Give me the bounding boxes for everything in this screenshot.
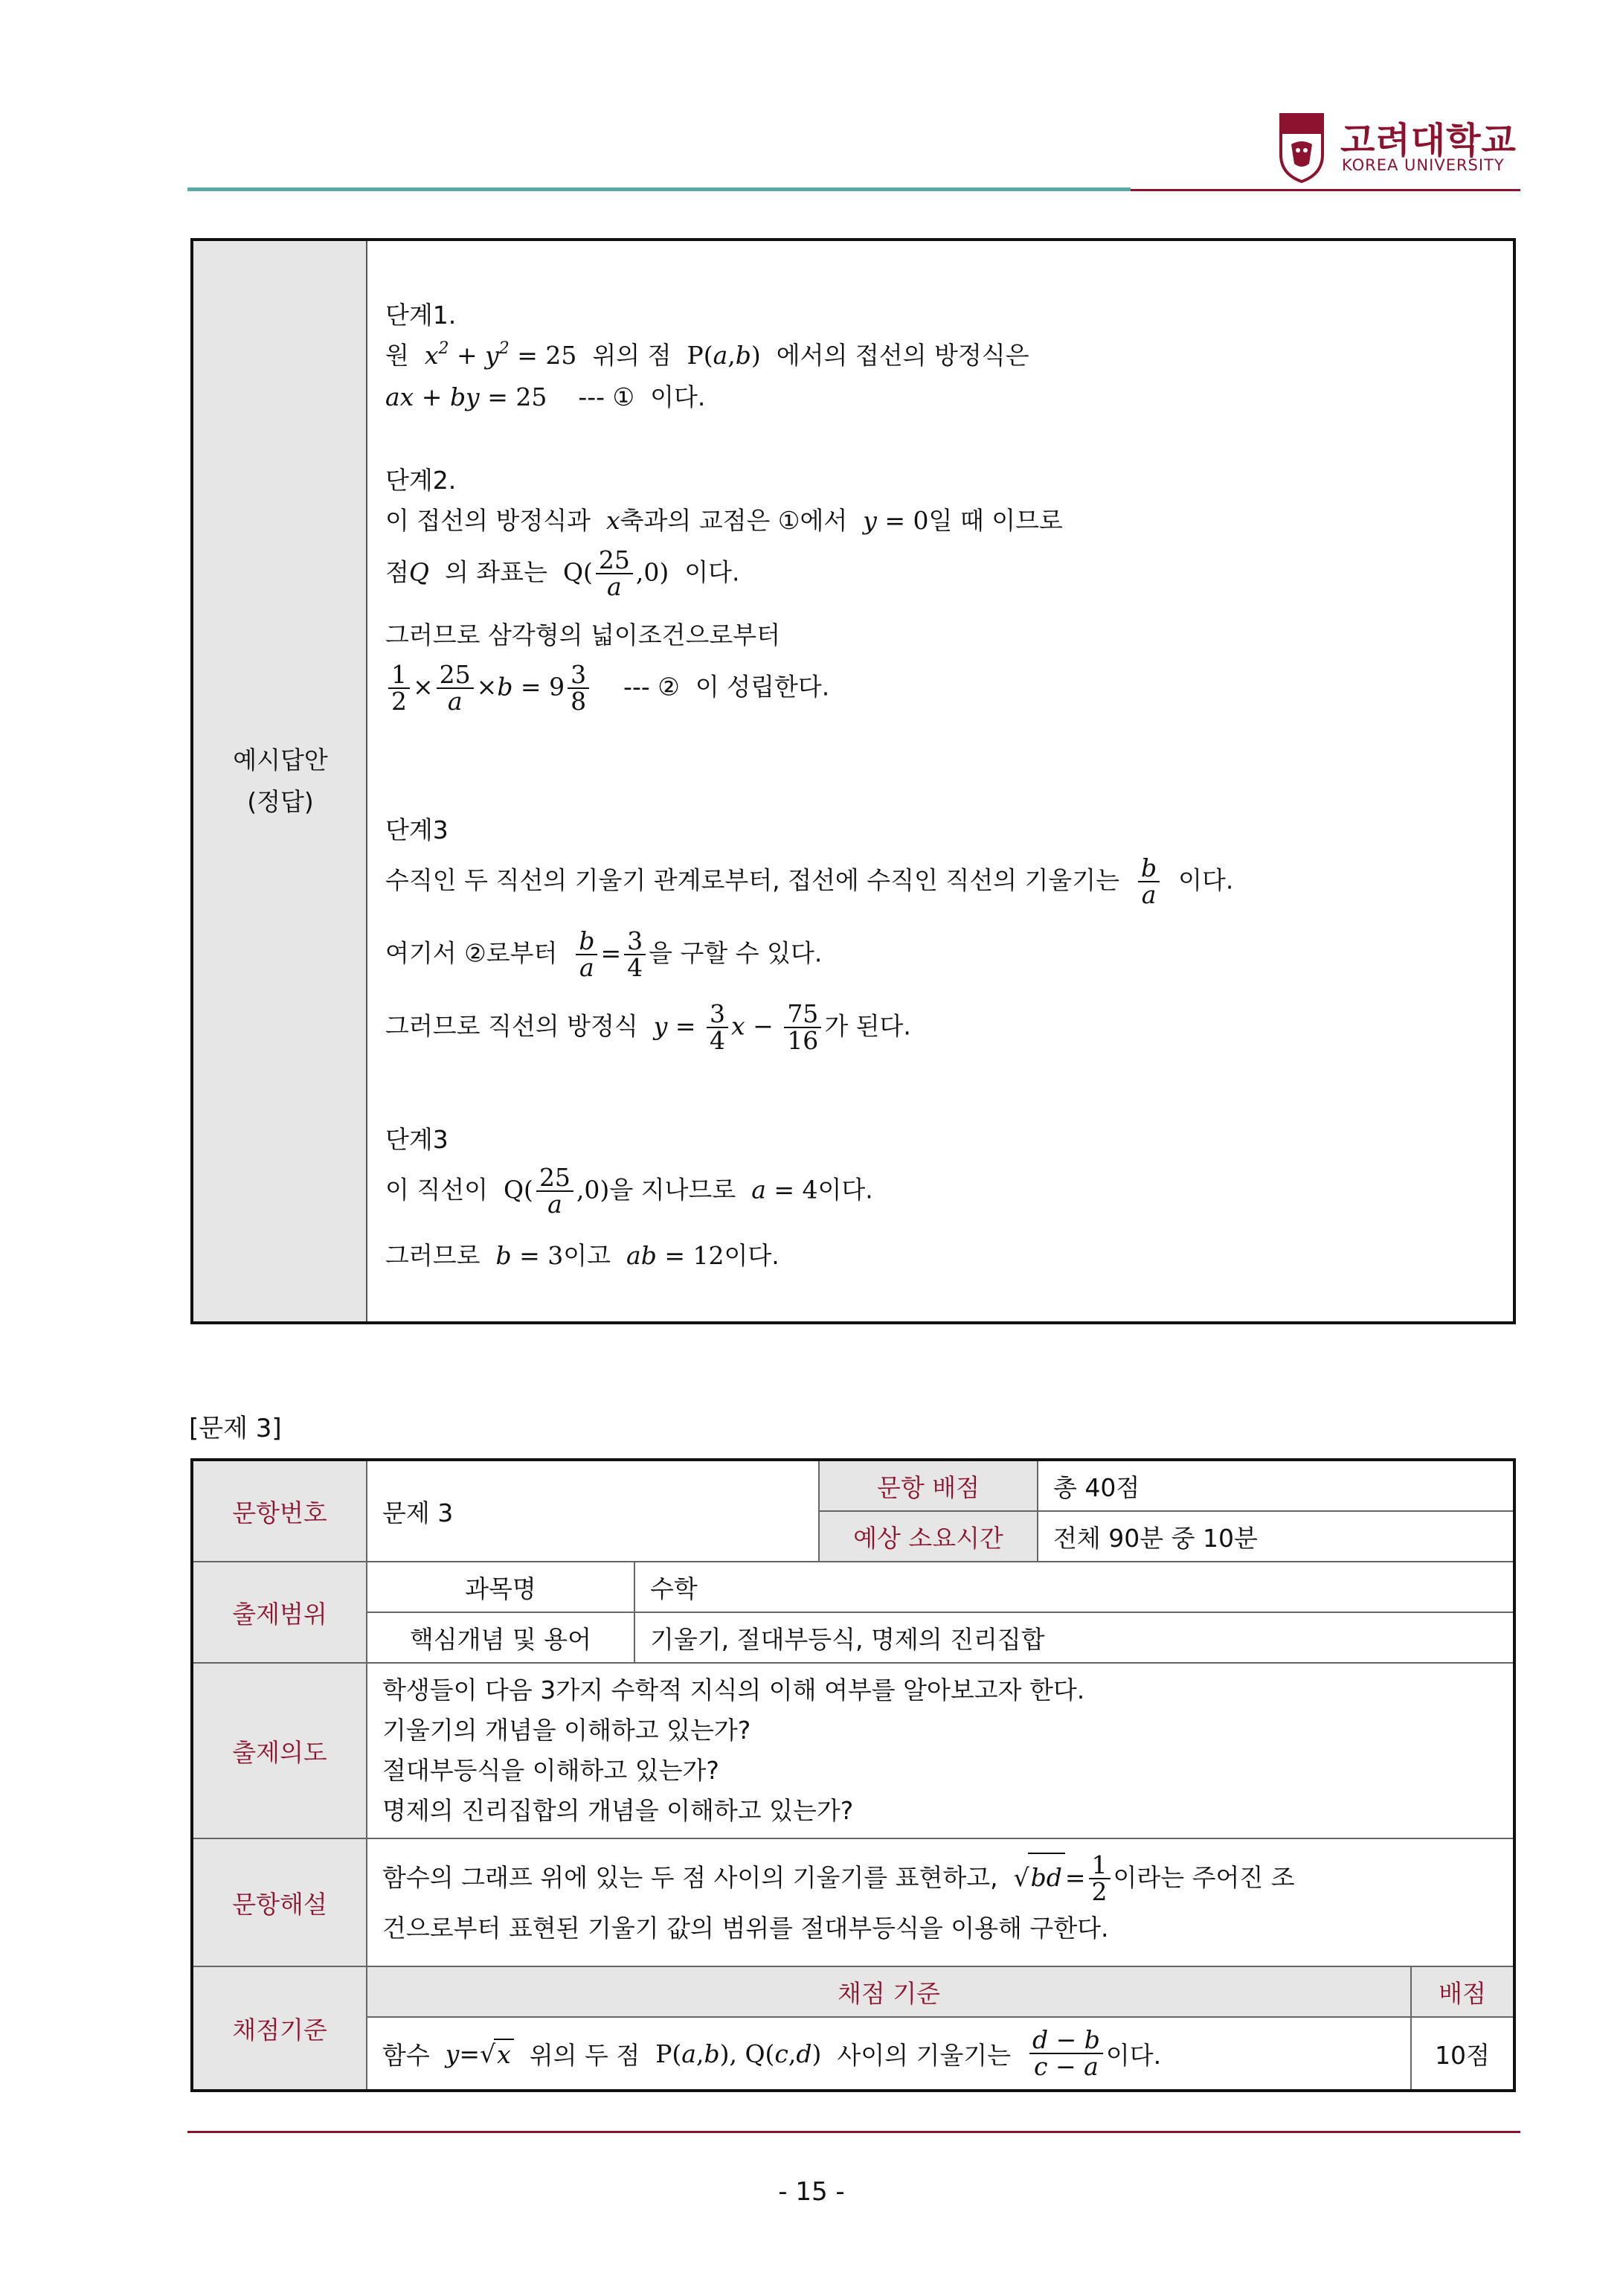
answer-box: [190, 238, 1516, 1324]
intent-label: 출제의도: [193, 1664, 367, 1839]
step3a-line3: 그러므로 직선의 방정식 y = $\frac{3}{4}$ x − $\frac{75}{16}$ 가 된다.: [385, 999, 911, 1055]
item-no-value: 문제 3: [367, 1461, 820, 1562]
answer-content: [385, 241, 1498, 1321]
explain-label: 문항해설: [193, 1839, 367, 1967]
step2-line1: 이 접선의 방정식과 x축과의 교점은 ①에서 y = 0일 때 이므로: [385, 506, 1063, 535]
step2-line4: $\frac{1}{2}$ × $\frac{25}{a}$ ×b = 9 $\frac{3}{8}$ --- ② 이 성립한다.: [385, 662, 829, 714]
problem-heading: [문제 3]: [189, 1414, 282, 1443]
explain-line2: 건으로부터 표현된 기울기 값의 범위를 절대부등식을 이용해 구한다.: [382, 1914, 1109, 1943]
explain-line1: 함수의 그래프 위에 있는 두 점 사이의 기울기를 표현하고, √bd = $\frac{1}{2}$ 이라는 주어진 조: [382, 1850, 1295, 1907]
subject-label: 과목명: [367, 1562, 635, 1613]
concepts-value: 기울기, 절대부등식, 명제의 진리집합: [635, 1613, 1513, 1664]
answer-label-cell: [193, 241, 367, 1321]
time-label: 예상 소요시간: [820, 1512, 1038, 1562]
criteria-row: 함수 y = √ x 위의 두 점 P( a , b ), Q( c , d ) 사이의 기울기는 $\frac{d - b}{c - a}$ 이다.: [367, 2018, 1412, 2089]
step1-line2: ax + by = 25 --- ① 이다.: [385, 382, 706, 411]
time-value: 전체 90분 중 10분: [1038, 1512, 1513, 1562]
step2-line3: 그러므로 삼각형의 넓이조건으로부터: [385, 621, 781, 650]
criteria-points: 10점: [1435, 2040, 1490, 2070]
university-name-english: KOREA UNIVERSITY: [1342, 156, 1505, 174]
score-value: 총 40점: [1038, 1461, 1513, 1512]
step2-line2: 점Q 의 좌표는 Q( $\frac{25}{a}$ ,0) 이다.: [385, 545, 740, 601]
score-label: 문항 배점: [820, 1461, 1038, 1512]
points-header: 배점: [1412, 1967, 1513, 2018]
step3b-title: 단계3: [385, 1125, 449, 1154]
step2-title: 단계2.: [385, 466, 457, 495]
header-rule-teal: [187, 187, 1131, 191]
subject-value: 수학: [635, 1562, 1513, 1613]
step3a-title: 단계3: [385, 815, 449, 844]
criteria-header: 채점 기준: [367, 1967, 1412, 2018]
intent-line: 절대부등식을 이해하고 있는가?: [382, 1756, 719, 1785]
grading-label: 채점기준: [193, 1967, 367, 2089]
step1-line1: 원 $x^2 + y^2 = 25$ 위의 점 P(a,b) 에서의 접선의 방정식은: [385, 339, 1029, 370]
footer-rule: [187, 2131, 1520, 2133]
university-logo: [1278, 112, 1516, 185]
step1-title: 단계1.: [385, 301, 457, 330]
explain-content: [367, 1839, 1513, 1967]
answer-label: 예시답안 (정답): [233, 745, 328, 816]
header-rule-red: [1131, 189, 1520, 191]
step3b-line1: 이 직선이 Q( $\frac{25}{a}$ ,0)을 지나므로 a = 4이다.: [385, 1163, 873, 1219]
university-name-korean: 고려대학교: [1340, 120, 1517, 161]
concepts-label: 핵심개념 및 용어: [367, 1613, 635, 1664]
intent-line: 학생들이 다음 3가지 수학적 지식의 이해 여부를 알아보고자 한다.: [382, 1675, 1085, 1705]
page-number: - 15 -: [778, 2177, 845, 2207]
intent-content: [367, 1664, 1513, 1839]
item-no-label: 문항번호: [193, 1461, 367, 1562]
intent-line: 기울기의 개념을 이해하고 있는가?: [382, 1716, 751, 1745]
university-seal-icon: [1278, 112, 1325, 183]
step3b-line2: 그러므로 b = 3이고 ab = 12이다.: [385, 1241, 780, 1270]
step3a-line1: 수직인 두 직선의 기울기 관계로부터, 접선에 수직인 직선의 기울기는 $\frac{b}{a}$ 이다.: [385, 853, 1234, 909]
intent-line: 명제의 진리집합의 개념을 이해하고 있는가?: [382, 1796, 854, 1825]
scope-label: 출제범위: [193, 1562, 367, 1664]
problem-table: [190, 1458, 1516, 2092]
step3a-line2: 여기서 ②로부터 $\frac{b}{a}$ = $\frac{3}{4}$ 을 구할 수 있다.: [385, 926, 823, 982]
